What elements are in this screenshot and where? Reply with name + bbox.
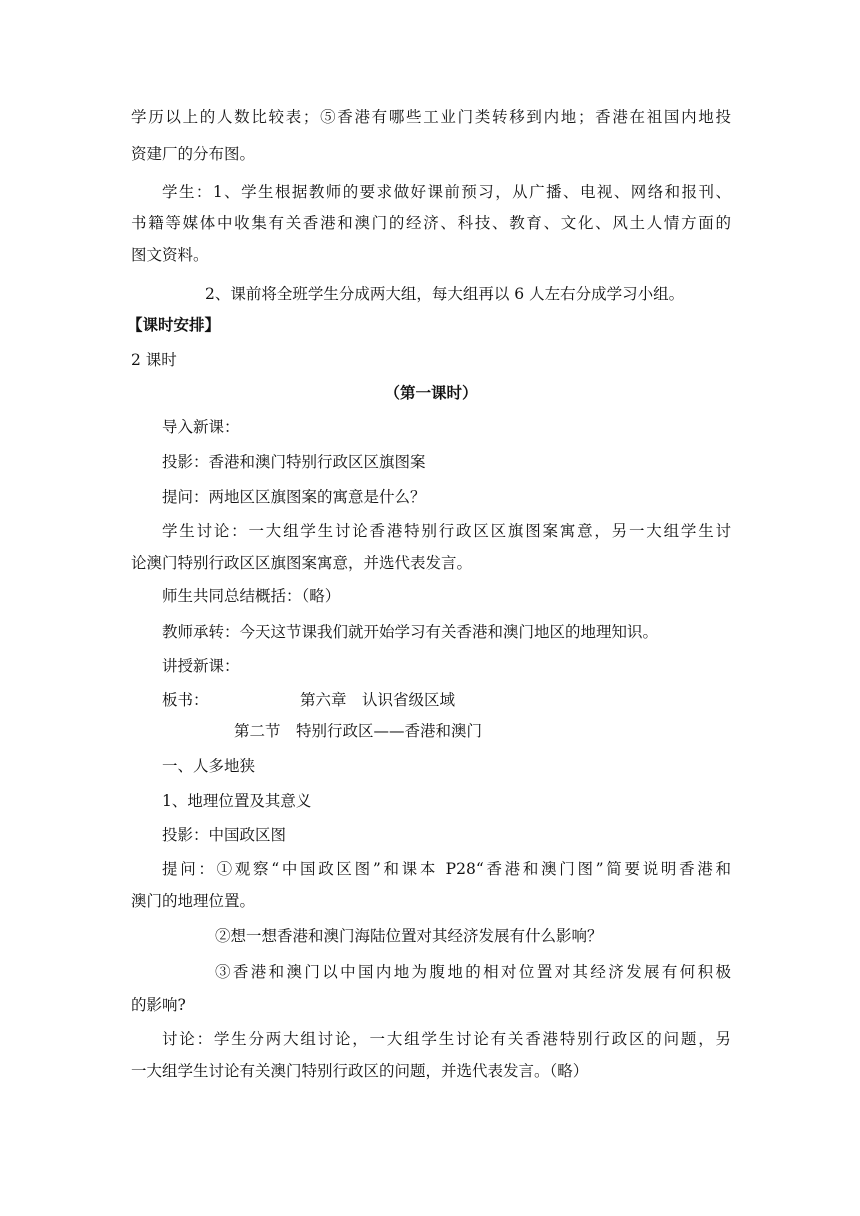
text-line-question-3a: ③香港和澳门以中国内地为腹地的相对位置对其经济发展有何积极 (215, 963, 731, 981)
text-line-projection-map: 投影：中国政区图 (162, 826, 287, 844)
text-line-1: 学历以上的人数比较表；⑤香港有哪些工业门类转移到内地；香港在祖国内地投 (131, 108, 731, 126)
text-line-section-title: 第二节 特别行政区——香港和澳门 (234, 722, 483, 740)
section-heading-schedule: 【课时安排】 (127, 315, 221, 334)
text-line-question-3b: 的影响? (131, 996, 186, 1014)
text-line-discussion-2: 论澳门特别行政区区旗图案寓意，并选代表发言。 (131, 554, 473, 572)
text-line-3: 学生：1、学生根据教师的要求做好课前预习，从广播、电视、网络和报刊、 (162, 183, 731, 201)
text-line-5: 图文资料。 (131, 246, 209, 264)
text-line-4: 书籍等媒体中收集有关香港和澳门的经济、科技、教育、文化、风土人情方面的 (131, 214, 731, 232)
text-line-transition: 教师承转：今天这节课我们就开始学习有关香港和澳门地区的地理知识。 (162, 623, 659, 641)
text-line-discussion-1: 学生讨论：一大组学生讨论香港特别行政区区旗图案寓意，另一大组学生讨 (162, 522, 731, 540)
text-line-question-1a: 提问：①观察“中国政区图”和课本 P28“香港和澳门图”简要说明香港和 (162, 860, 731, 878)
text-line-2: 资建厂的分布图。 (131, 145, 256, 163)
text-line-summary: 师生共同总结概括：（略） (162, 587, 341, 605)
text-line-projection-flags: 投影：香港和澳门特别行政区区旗图案 (162, 453, 426, 471)
text-line-6: 2、课前将全班学生分成两大组，每大组再以 6 人左右分成学习小组。 (205, 285, 685, 303)
text-line-subtopic-1: 1、地理位置及其意义 (162, 792, 312, 810)
text-line-group-discussion-1: 讨论：学生分两大组讨论，一大组学生讨论有关香港特别行政区的问题，另 (162, 1030, 731, 1048)
text-line-chapter-title: 第六章 认识省级区域 (300, 691, 456, 709)
text-line-question-flags: 提问：两地区区旗图案的寓意是什么？ (162, 488, 426, 506)
text-line-board-label: 板书： (162, 691, 209, 709)
text-line-intro: 导入新课： (162, 418, 240, 436)
text-line-group-discussion-2: 一大组学生讨论有关澳门特别行政区的问题，并选代表发言。（略） (131, 1062, 589, 1080)
text-line-question-1b: 澳门的地理位置。 (131, 892, 256, 910)
text-line-question-2: ②想一想香港和澳门海陆位置对其经济发展有什么影响？ (215, 927, 603, 945)
section-heading-first-lesson: （第一课时） (384, 383, 478, 402)
text-line-class-hours: 2 课时 (131, 351, 177, 369)
text-line-topic-1: 一、人多地狭 (162, 757, 256, 775)
text-line-new-lesson: 讲授新课： (162, 657, 240, 675)
